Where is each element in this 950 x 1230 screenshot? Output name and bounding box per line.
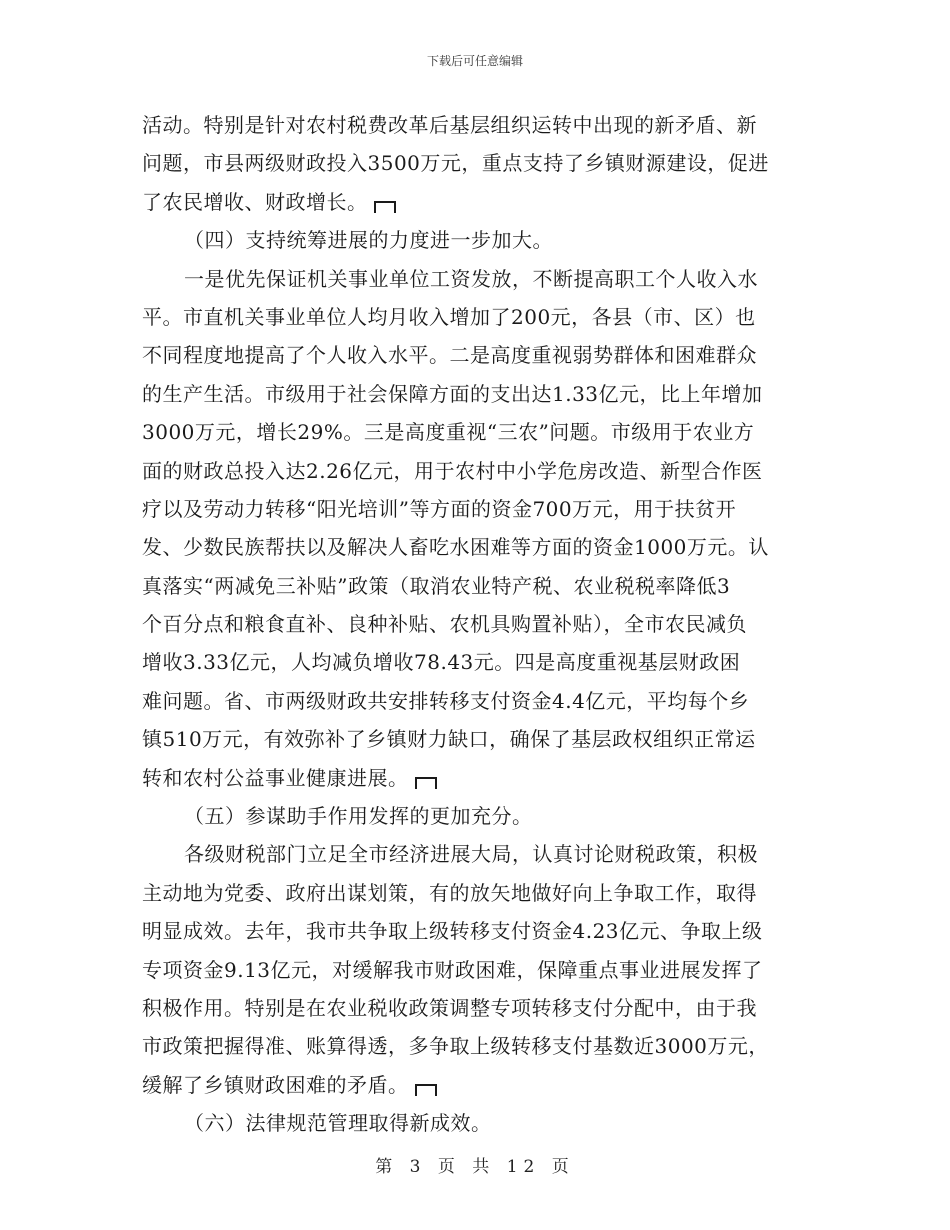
text-line-content: 明显成效。去年，我市共争取上级转移支付资金4.23亿元、争取上级 (142, 919, 763, 944)
text-line-content: 专项资金9.13亿元，对缓解我市财政困难，保障重点事业进展发挥了 (142, 957, 763, 982)
text-line (142, 643, 807, 681)
text-line-content: 活动。特别是针对农村税费改革后基层组织运转中出现的新矛盾、新 (142, 113, 757, 137)
text-line-content: 3000万元，增长29%。三是高度重视“三农”问题。市级用于农业方 (142, 420, 755, 445)
text-line (142, 298, 807, 336)
text-line-content: 疗以及劳动力转移“阳光培训”等方面的资金700万元，用于扶贫开 (142, 496, 737, 521)
text-line (142, 835, 807, 873)
paragraph-end-mark-icon (374, 201, 396, 213)
text-line (142, 874, 807, 912)
text-line (142, 490, 807, 528)
text-line-content: （四）支持统筹进展的力度进一步加大。 (184, 228, 553, 253)
text-line (142, 989, 807, 1027)
text-line-content: 平。市直机关事业单位人均月收入增加了200元，各县（市、区）也 (142, 304, 756, 329)
text-line (142, 221, 807, 259)
text-line-content: 转和农村公益事业健康进展。 (142, 765, 409, 790)
page-footer: 第 3 页 共 12 页 (375, 1157, 575, 1177)
text-line (142, 183, 807, 221)
text-line-content: 了农民增收、财政增长。 (142, 189, 368, 214)
text-line (142, 912, 807, 950)
text-line-content: 镇510万元，有效弥补了乡镇财力缺口，确保了基层政权组织正常运 (142, 727, 756, 752)
text-line-content: 发、少数民族帮扶以及解决人畜吃水困难等方面的资金1000万元。认 (142, 535, 769, 560)
text-line (142, 567, 807, 605)
text-line-content: 个百分点和粮食直补、良种补贴、农机具购置补贴），全市农民减负 (142, 612, 747, 637)
text-line-content: 主动地为党委、政府出谋划策，有的放矢地做好向上争取工作，取得 (142, 880, 757, 905)
text-line-content: 难问题。省、市两级财政共安排转移支付资金4.4亿元，平均每个乡 (142, 688, 750, 713)
document-body (142, 106, 807, 1143)
text-line-content: 各级财税部门立足全市经济进展大局，认真讨论财税政策，积极 (184, 842, 758, 867)
text-line-content: 缓解了乡镇财政困难的矛盾。 (142, 1072, 409, 1097)
paragraph-end-mark-icon (415, 1084, 437, 1096)
text-line-content: 增收3.33亿元，人均减负增收78.43元。四是高度重视基层财政困 (142, 650, 741, 675)
paragraph-end-mark-icon (415, 777, 437, 789)
text-line (142, 336, 807, 374)
text-line-content: 不同程度地提高了个人收入水平。二是高度重视弱势群体和困难群众 (142, 343, 757, 368)
text-line (142, 682, 807, 720)
text-line (142, 759, 807, 797)
text-line-content: 面的财政总投入达2.26亿元，用于农村中小学危房改造、新型合作医 (142, 458, 763, 483)
text-line-content: 问题，市县两级财政投入3500万元，重点支持了乡镇财源建设，促进 (142, 151, 769, 176)
text-line (142, 528, 807, 566)
text-line (142, 260, 807, 298)
text-line (142, 720, 807, 758)
page-header: 下载后可任意编辑 (426, 54, 523, 68)
text-line-content: 的生产生活。市级用于社会保障方面的支出达1.33亿元，比上年增加 (142, 381, 763, 406)
text-line (142, 452, 807, 490)
text-line (142, 413, 807, 451)
text-line (142, 605, 807, 643)
text-line (142, 797, 807, 835)
text-line (142, 106, 807, 144)
text-line (142, 144, 807, 182)
text-line-content: 一是优先保证机关事业单位工资发放，不断提高职工个人收入水 (184, 266, 758, 291)
text-line-content: （五）参谋助手作用发挥的更加充分。 (184, 804, 533, 829)
text-line (142, 951, 807, 989)
text-line-content: 积极作用。特别是在农业税收政策调整专项转移支付分配中，由于我 (142, 995, 757, 1020)
text-line (142, 1066, 807, 1104)
text-line-content: （六）法律规范管理取得新成效。 (184, 1111, 492, 1136)
text-line-content: 真落实“两减免三补贴”政策（取消农业特产税、农业税税率降低3 (142, 573, 731, 598)
text-line (142, 1027, 807, 1065)
text-line (142, 375, 807, 413)
text-line-content: 市政策把握得准、账算得透，多争取上级转移支付基数近3000万元， (142, 1034, 769, 1059)
text-line (142, 1104, 807, 1142)
